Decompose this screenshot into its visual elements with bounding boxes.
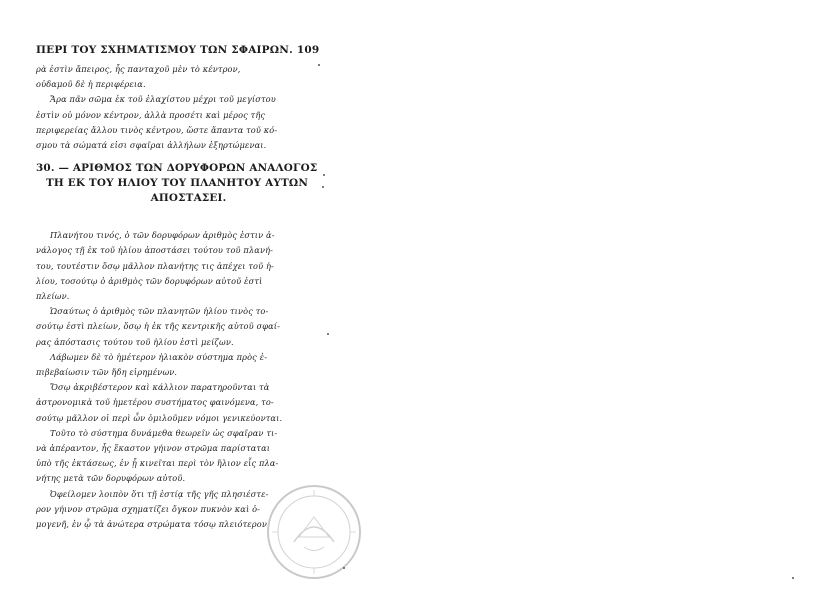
text-line: σούτῳ μᾶλλον οἱ περὶ ὧν ὁμιλοῦμεν νόμοι γενικεύονται. <box>36 412 283 423</box>
text-line: νήτης μετὰ τῶν δορυφόρων αὐτοῦ. <box>36 473 186 484</box>
paragraph-6 <box>36 426 341 487</box>
page-speck <box>343 567 345 569</box>
paragraph-5 <box>36 380 341 426</box>
running-head: ΠΕΡΙ ΤΟΥ ΣΧΗΜΑΤΙΣΜΟΥ ΤΩΝ ΣΦΑΙΡΩΝ. 109 <box>36 44 320 56</box>
text-line: ἐστὶν οὐ μόνον κέντρον, ἀλλὰ προσέτι καὶ μέρος τῆς <box>36 109 266 120</box>
text-line: ἀστρονομικὰ τοῦ ἡμετέρου συστήματος φαινόμενα, το- <box>36 397 274 408</box>
section-heading-line: 30. — ΑΡΙΘΜΟΣ ΤΩΝ ΔΟΡΥΦΟΡΩΝ ΑΝΑΛΟΓΟΣ <box>36 162 318 175</box>
text-line: πλείων. <box>36 291 70 302</box>
section-heading-line: ΤΗ ΕΚ ΤΟΥ ΗΛΙΟΥ ΤΟΥ ΠΛΑΝΗΤΟΥ ΑΥΤΩΝ <box>46 177 309 190</box>
library-seal-icon <box>264 482 364 582</box>
page-text-column <box>36 44 341 532</box>
text-line: σούτῳ ἐστὶ πλείων, ὅσῳ ἡ ἐκ τῆς κεντρικῆς αὐτοῦ σφαί- <box>36 321 281 332</box>
text-line: περιφερείας ἄλλου τινὸς κέντρου, ὥστε ἅπαντα τοῦ κό- <box>36 124 278 135</box>
text-line: σμου τὰ σώματά εἰσι σφαῖραι ἀλλήλων ἐξηρτώμεναι. <box>36 140 267 151</box>
text-line: νὰ ἀπέραντον, ἧς ἕκαστον γήινον στρῶμα παρίσταται <box>36 443 271 454</box>
text-line: ρὰ ἐστὶν ἄπειρος, ἧς πανταχοῦ μὲν τὸ κέντρον, <box>36 64 241 74</box>
page-speck <box>318 64 320 66</box>
text-line: ρον γήινον στρῶμα σχηματίζει ὄγκον πυκνὸν καὶ ὁ- <box>36 503 261 514</box>
spacer <box>36 206 341 228</box>
spacer <box>36 153 341 161</box>
text-line: Ὡσαύτως ὁ ἀριθμὸς τῶν πλανητῶν ἡλίου τινὸς το- <box>50 306 269 317</box>
page-speck <box>792 577 794 579</box>
text-line: του, τουτέστιν ὅσῳ μᾶλλον πλανήτης τις ἀπέχει τοῦ ἡ- <box>36 260 274 271</box>
page-speck <box>323 174 325 176</box>
text-line: νάλογος τῇ ἐκ τοῦ ἡλίου ἀποστάσει τούτου τοῦ πλανή- <box>36 245 274 256</box>
text-line: Πλανήτου τινός, ὁ τῶν δορυφόρων ἀριθμὸς ἐστιν ἀ- <box>50 230 275 241</box>
page-speck <box>322 186 324 188</box>
text-line: Ἄρα πᾶν σῶμα ἐκ τοῦ ἐλαχίστου μέχρι τοῦ μεγίστου <box>50 94 276 105</box>
section-heading <box>36 161 341 206</box>
paragraph-2 <box>36 228 341 304</box>
paragraph-4 <box>36 350 341 380</box>
text-line: οὐδαμοῦ δὲ ἡ περιφέρεια. <box>36 79 146 90</box>
opening-lines <box>36 62 341 92</box>
text-line: ὑπὸ τῆς ἐκτάσεως, ἐν ᾗ κινεῖται περὶ τὸν ἥλιον εἷς πλα- <box>36 458 279 469</box>
text-line: λίου, τοσούτῳ ὁ ἀριθμὸς τῶν δορυφόρων αὐτοῦ ἐστὶ <box>36 275 263 286</box>
text-line: ρας ἀπόστασις τούτου τοῦ ἡλίου ἐστὶ μείζων. <box>36 336 234 347</box>
text-line: Τοῦτο τὸ σύστημα δυνάμεθα θεωρεῖν ὡς σφαῖραν τι- <box>50 427 278 438</box>
page-speck <box>327 333 329 335</box>
text-line: πιβεβαίωσιν τῶν ἤδη εἰρημένων. <box>36 367 178 378</box>
text-line: μογενῆ, ἐν ᾧ τὰ ἀνώτερα στρώματα τόσῳ πλειότερον <box>36 519 267 530</box>
text-line: Ὀφείλομεν λοιπὸν ὅτι τῇ ἑστίᾳ τῆς γῆς πλησιέστε- <box>50 488 269 499</box>
text-line: Λάβωμεν δὲ τὸ ἡμέτερον ἡλιακὸν σύστημα πρὸς ἐ- <box>50 351 268 362</box>
section-heading-line: ΑΠΟΣΤΑΣΕΙ. <box>150 192 227 205</box>
text-line: Ὅσῳ ἀκριβέστερον καὶ κάλλιον παρατηροῦνται τὰ <box>50 382 270 393</box>
paragraph-3 <box>36 304 341 350</box>
paragraph-1 <box>36 92 341 153</box>
